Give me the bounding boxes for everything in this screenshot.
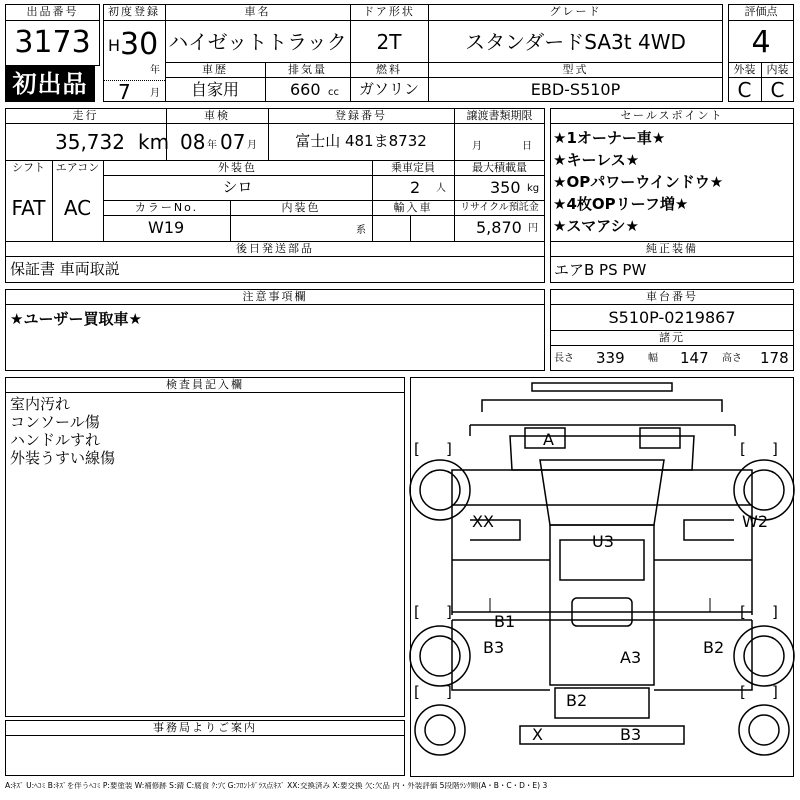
mark-left-rear: B2 [703, 638, 725, 657]
bracket: [ [740, 603, 746, 621]
notes-label: 注意事項欄 [242, 290, 308, 303]
front-panel-shape [482, 400, 722, 412]
mark-right-rear: B3 [483, 638, 505, 657]
mark-windshield: A [543, 430, 554, 449]
sales-point: ★4枚OPリーフ増★ [553, 195, 689, 213]
bracket: ] [446, 683, 452, 701]
inspection-month: 07 [220, 130, 246, 154]
office-label: 事務局よりご案内 [153, 721, 257, 734]
length: 339 [596, 349, 625, 367]
interior-grade: C [770, 78, 785, 102]
max-load-unit: kg [527, 183, 540, 194]
score: 4 [751, 25, 771, 60]
dimensions-label: 諸元 [659, 331, 685, 344]
mark-left-front: W2 [742, 512, 768, 531]
bracket: ] [772, 440, 778, 458]
equipment: エアB PS PW [554, 261, 647, 279]
front-bumper-shape [532, 383, 672, 391]
color-no-label: カラーNo. [134, 201, 199, 214]
mark-right-front: XX [472, 512, 494, 531]
height: 178 [760, 349, 789, 367]
bracket: [ [414, 603, 420, 621]
inspector-label: 検査員記入欄 [166, 378, 244, 391]
sales-point: ★1オーナー車★ [553, 129, 666, 147]
model-label: 型式 [562, 63, 589, 76]
bracket: [ [414, 683, 420, 701]
shift-label: シフト [12, 161, 45, 174]
capacity-label: 乗車定員 [391, 161, 435, 174]
score-label: 評価点 [744, 5, 778, 18]
color-no: W19 [148, 218, 185, 237]
history-label: 車歴 [202, 63, 228, 76]
width: 147 [680, 349, 709, 367]
aircon-label: エアコン [55, 161, 100, 174]
interior-color-label: 内装色 [281, 201, 321, 214]
registration-year: 30 [120, 27, 159, 62]
inspector-note: 外装うすい線傷 [10, 449, 116, 467]
chassis-label: 車台番号 [646, 290, 698, 303]
transfer-month-unit: 月 [472, 141, 482, 152]
sales-point: ★スマアシ★ [553, 217, 639, 235]
sales-points-label: セールスポイント [620, 109, 724, 122]
front-right-wheel-shape [410, 460, 470, 520]
displacement-unit: cc [328, 87, 339, 98]
lot-number: 3173 [14, 25, 91, 60]
mark-bed: A3 [620, 648, 642, 667]
fuel: ガソリン [358, 80, 419, 98]
registration-month: 7 [118, 80, 131, 104]
aircon: AC [63, 196, 92, 220]
sales-point: ★OPパワーウインドウ★ [553, 173, 724, 191]
rear-right-wheel-shape [410, 626, 470, 686]
first-registration-label: 初度登録 [108, 5, 160, 18]
recycle-label: リサイクル預託金 [460, 202, 539, 213]
later-parts: 保証書 車両取説 [10, 260, 120, 278]
recycle-fee: 5,870 [476, 218, 522, 237]
inspection-label: 車検 [204, 109, 230, 122]
notes-text: ★ユーザー買取車★ [10, 310, 142, 328]
equipment-label: 純正装備 [646, 242, 698, 255]
inspection-year: 08 [180, 130, 206, 154]
inspection-month-unit: 月 [247, 140, 257, 151]
grade: スタンダードSA3t 4WD [465, 30, 686, 54]
exterior-grade: C [737, 78, 752, 102]
lot-number-label: 出品番号 [26, 5, 79, 18]
width-label: 幅 [648, 353, 658, 364]
exterior-color-label: 外装色 [218, 161, 257, 174]
headlight-left-shape [640, 428, 680, 448]
mark-right-door: B1 [494, 612, 516, 631]
import-label: 輸入車 [393, 201, 433, 214]
interior-grade-label: 内装 [766, 63, 789, 76]
door-type: 2T [376, 30, 402, 54]
inspector-note: ハンドルすれ [10, 431, 101, 449]
mileage-unit: km [138, 130, 170, 154]
transfer-day-unit: 日 [522, 141, 532, 152]
capacity: 2 [410, 178, 421, 197]
bracket: ] [772, 603, 778, 621]
transfer-deadline-label: 譲渡書類期限 [466, 109, 533, 122]
rear-left-wheel-shape [734, 626, 794, 686]
shift: FAT [11, 196, 46, 220]
fuel-label: 燃料 [376, 63, 402, 76]
length-label: 長さ [554, 353, 574, 364]
spare-left-shape [739, 705, 789, 755]
history: 自家用 [190, 80, 239, 99]
bracket: ] [772, 683, 778, 701]
bracket: [ [740, 440, 746, 458]
exterior-color: シロ [222, 178, 253, 196]
first-listing-badge: 初出品 [5, 66, 95, 102]
mileage-label: 走行 [72, 109, 99, 122]
capacity-unit: 人 [436, 183, 446, 194]
grade-label: グレード [549, 5, 602, 18]
mark-rear-b3: B3 [620, 725, 642, 744]
bracket: [ [740, 683, 746, 701]
mark-tailgate: B2 [566, 691, 588, 710]
recycle-unit: 円 [528, 223, 538, 234]
car-name-label: 車名 [244, 5, 271, 18]
front-left-wheel-shape [734, 460, 794, 520]
rear-bumper-shape [520, 726, 684, 744]
month-unit: 月 [150, 88, 160, 99]
plate-number: 富士山 481ま8732 [295, 132, 427, 150]
mark-rear-x: X [532, 725, 543, 744]
bracket: [ [414, 440, 420, 458]
legend: A:ｷｽﾞ U:ﾍｺﾐ B:ｷｽﾞを伴うﾍｺﾐ P:要塗装 W:補修跡 S:錆 C:腐食 ｸ:穴 G:ﾌﾛﾝﾄｶﾞﾗｽ点ｷｽﾞ XX:交換済み X:要交換 欠:欠品 内・外装評価 5段階ﾗﾝｸ順(A・B・C・D・E) 3 [5, 782, 548, 790]
exterior-grade-label: 外装 [733, 63, 756, 76]
cab-shape [452, 470, 752, 505]
chassis-number: S510P-0219867 [608, 308, 736, 327]
plate-label: 登録番号 [335, 109, 387, 122]
displacement: 660 [290, 80, 321, 99]
max-load-label: 最大積載量 [472, 161, 527, 174]
inspector-note: 室内汚れ [10, 395, 71, 413]
era: H [108, 36, 121, 55]
model-code: EBD-S510P [530, 80, 621, 99]
windshield-shape [510, 436, 694, 470]
year-unit: 年 [150, 65, 160, 76]
displacement-label: 排気量 [288, 63, 327, 76]
inspector-note: コンソール傷 [10, 413, 100, 431]
mark-roof: U3 [592, 532, 614, 551]
sales-point: ★キーレス★ [553, 151, 640, 169]
max-load: 350 [490, 178, 521, 197]
later-parts-label: 後日発送部品 [236, 242, 314, 255]
door-type-label: ドア形状 [363, 5, 415, 18]
interior-color-unit: 系 [356, 225, 366, 236]
height-label: 高さ [722, 353, 742, 364]
bracket: ] [446, 603, 452, 621]
spare-right-shape [415, 705, 465, 755]
mileage: 35,732 [55, 130, 125, 154]
car-name: ハイゼットトラック [168, 30, 347, 54]
bracket: ] [446, 440, 452, 458]
inspection-year-unit: 年 [207, 140, 217, 151]
